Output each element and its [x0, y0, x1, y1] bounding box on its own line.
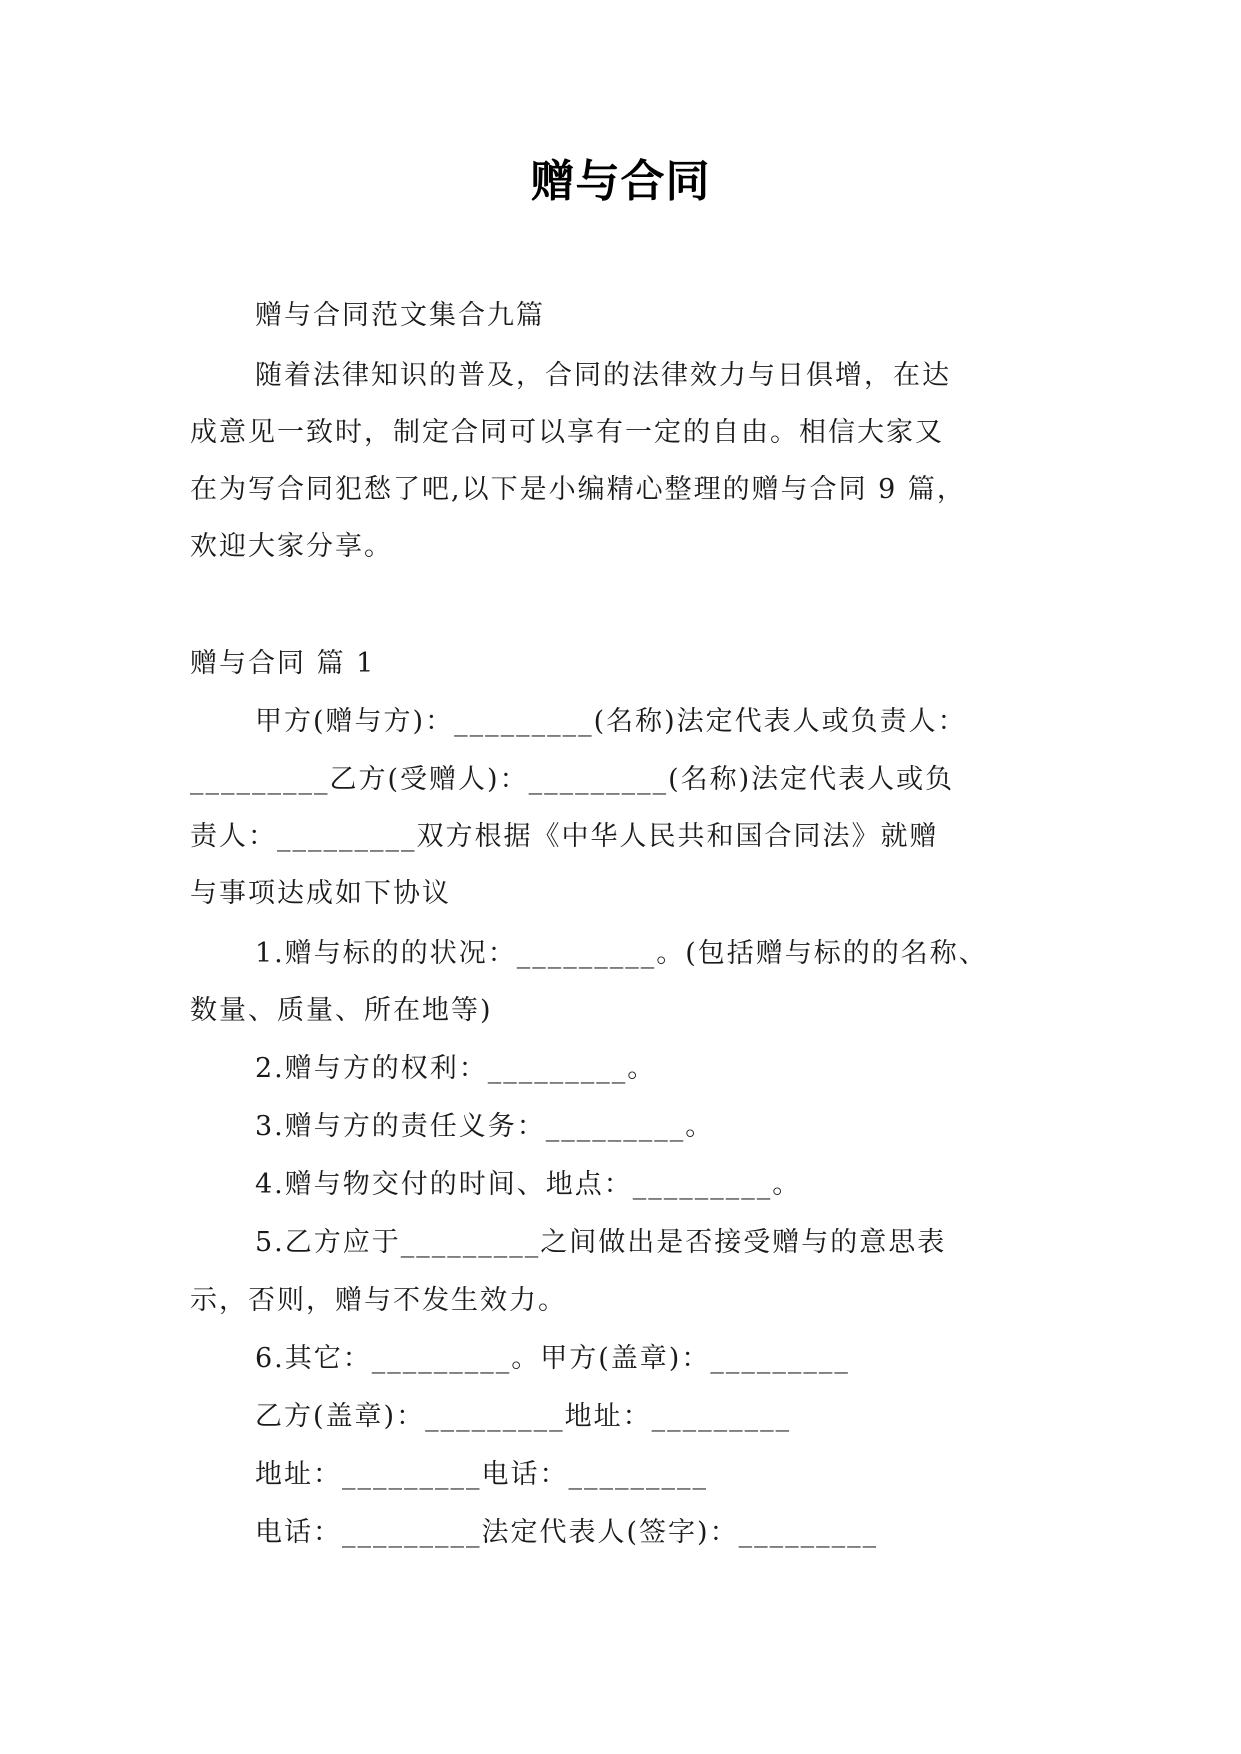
intro-paragraph-line: 在为写合同犯愁了吧,以下是小编精心整理的赠与合同 9 篇，	[190, 474, 966, 505]
signature-line: 乙方(盖章)：_________地址：_________	[255, 1401, 792, 1432]
document-title: 赠与合同	[530, 156, 711, 207]
intro-paragraph-line: 随着法律知识的普及，合同的法律效力与日俱增，在达	[255, 360, 951, 391]
contract-text-line: 与事项达成如下协议	[190, 878, 451, 909]
signature-line: 电话：_________法定代表人(签字)：_________	[255, 1517, 879, 1548]
document-subtitle: 赠与合同范文集合九篇	[255, 300, 545, 331]
contract-clause-line: 4.赠与物交付的时间、地点：_________。	[255, 1169, 802, 1200]
contract-text-line: 责人：_________双方根据《中华人民共和国合同法》就赠	[190, 821, 939, 852]
contract-clause-line: 3.赠与方的责任义务：_________。	[255, 1111, 715, 1142]
contract-clause-line: 1.赠与标的的状况：_________。(包括赠与标的的名称、	[255, 938, 988, 969]
contract-clause-line: 2.赠与方的权利：_________。	[255, 1053, 657, 1084]
intro-paragraph-line: 欢迎大家分享。	[190, 531, 393, 562]
contract-text-line: _________乙方(受赠人)：_________(名称)法定代表人或负	[190, 764, 955, 795]
contract-clause-line: 5.乙方应于_________之间做出是否接受赠与的意思表	[255, 1227, 947, 1258]
contract-clause-line: 数量、质量、所在地等)	[190, 995, 493, 1026]
signature-line: 6.其它：_________。甲方(盖章)：_________	[255, 1343, 850, 1374]
intro-paragraph-line: 成意见一致时，制定合同可以享有一定的自由。相信大家又	[190, 417, 944, 448]
signature-line: 地址：_________电话：_________	[255, 1459, 708, 1490]
contract-clause-line: 示，否则，赠与不发生效力。	[190, 1285, 567, 1316]
section-heading: 赠与合同 篇 1	[190, 648, 376, 679]
contract-text-line: 甲方(赠与方)：_________(名称)法定代表人或负责人：	[255, 706, 967, 737]
